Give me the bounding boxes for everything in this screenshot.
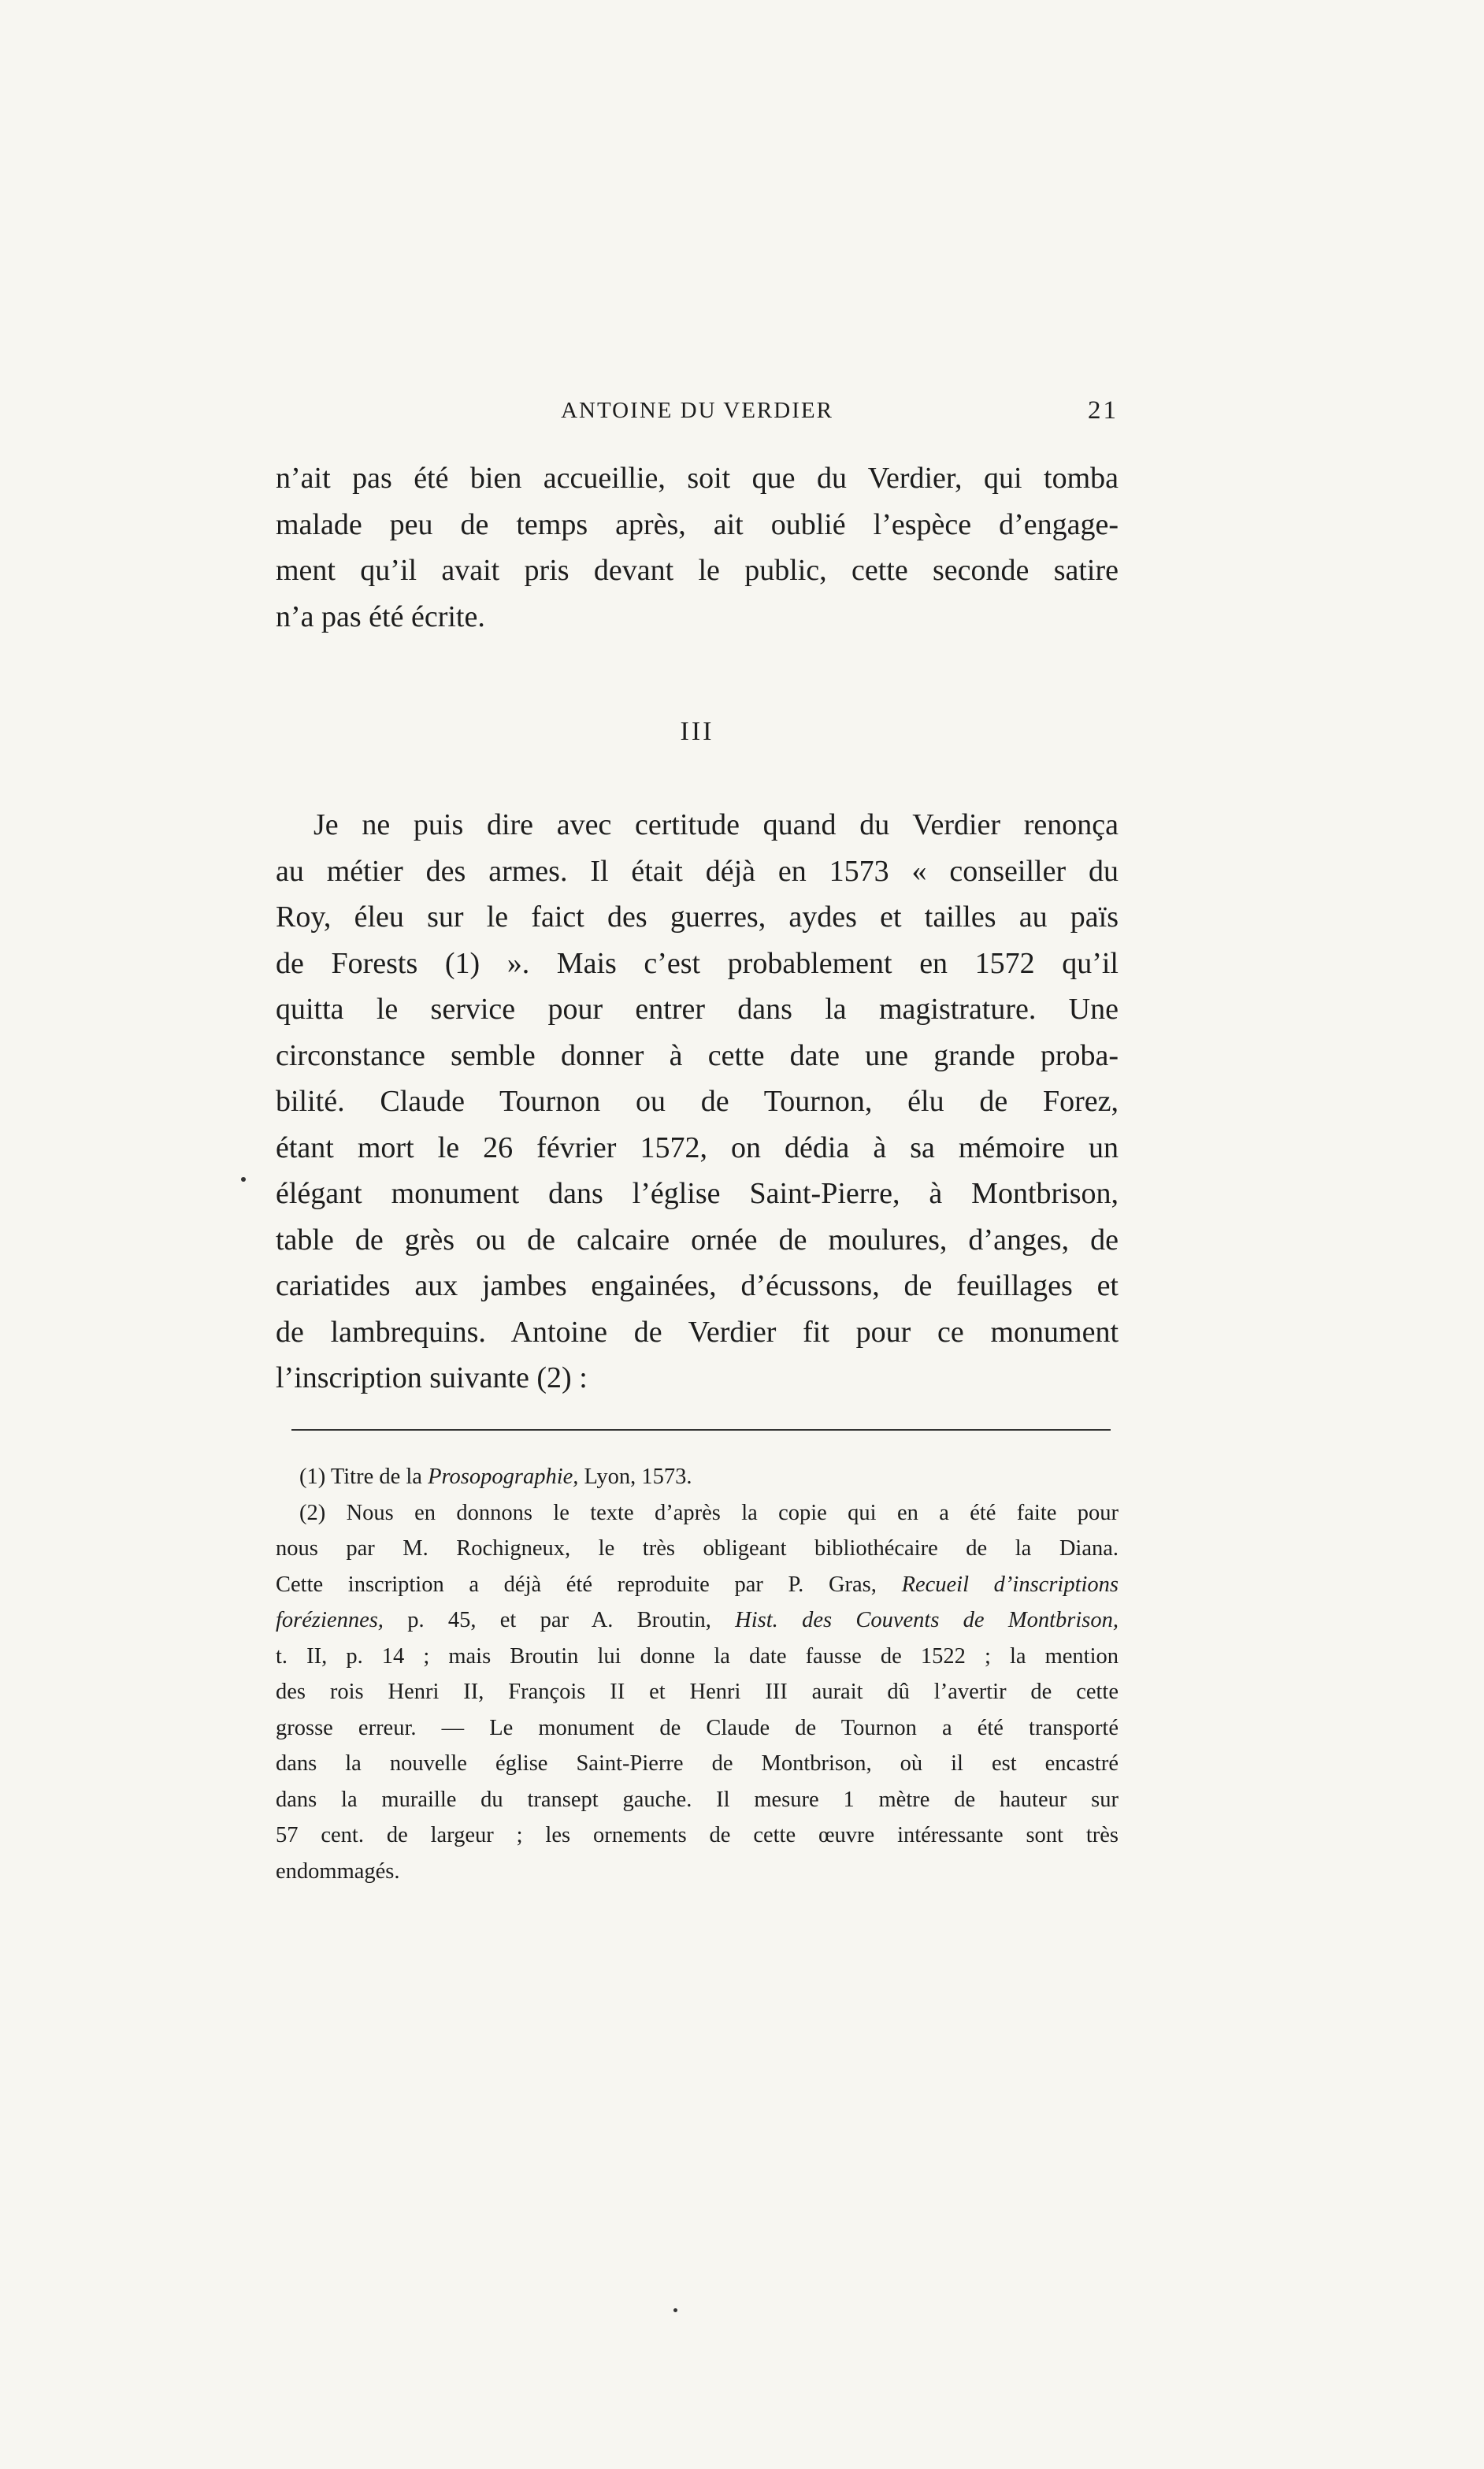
scan-speck-mark	[241, 1177, 246, 1182]
paragraph	[276, 455, 1119, 640]
footnote-line	[276, 1459, 1119, 1495]
footnote-line: dans la muraille du transept gauche. Il mesure 1 mètre de hauteur sur	[276, 1787, 1119, 1812]
text-line: étant mort le 26 février 1572, on dédia à sa mémoire un	[276, 1131, 1119, 1164]
footnote-text: Lyon, 1573.	[578, 1465, 692, 1489]
footnote-line: grosse erreur. — Le monument de Claude de Tournon a été transporté	[276, 1715, 1119, 1740]
footnote-line: endommagés.	[276, 1858, 400, 1884]
section-heading: III	[680, 717, 714, 746]
text-line: élégant monument dans l’église Saint-Pierre, à Montbrison,	[276, 1177, 1119, 1210]
page-number: 21	[1088, 396, 1119, 425]
text-line: malade peu de temps après, ait oublié l’espèce d’engage-	[276, 507, 1119, 541]
footnote-divider	[291, 1429, 1111, 1431]
text-line: quitta le service pour entrer dans la magistrature. Une	[276, 993, 1119, 1026]
text-line: ment qu’il avait pris devant le public, cette seconde satire	[276, 554, 1119, 587]
text-line: circonstance semble donner à cette date une grande proba-	[276, 1038, 1119, 1072]
text-line: l’inscription suivante (2) :	[276, 1361, 588, 1394]
footnote-line: t. II, p. 14 ; mais Broutin lui donne la date fausse de 1522 ; la mention	[276, 1643, 1119, 1669]
running-title: ANTOINE DU VERDIER	[561, 398, 833, 423]
text-line: de lambrequins. Antoine de Verdier fit pour ce monument	[276, 1315, 1119, 1349]
text-line: au métier des armes. Il était déjà en 1573 « conseiller du	[276, 854, 1119, 888]
text-line: bilité. Claude Tournon ou de Tournon, élu de Forez,	[276, 1085, 1119, 1118]
footnotes	[276, 1459, 1119, 1889]
footnote-text: Cette inscription a déjà été reproduite par P. Gras,	[276, 1572, 902, 1597]
text-line: cariatides aux jambes engainées, d’écussons, de feuillages et	[276, 1269, 1119, 1302]
footnote-1	[276, 1459, 1119, 1495]
footnote-line	[276, 1567, 1119, 1603]
text-line: n’a pas été écrite.	[276, 600, 485, 633]
paragraph-continuation	[276, 455, 1119, 640]
text-line: n’ait pas été bien accueillie, soit que du Verdier, qui tomba	[276, 462, 1119, 495]
footnote-line: nous par M. Rochigneux, le très obligeant bibliothécaire de la Diana.	[276, 1536, 1119, 1561]
text-line: Roy, éleu sur le faict des guerres, aydes et tailles au païs	[276, 900, 1119, 934]
scan-speck-mark	[673, 2308, 677, 2312]
footnote-line: dans la nouvelle église Saint-Pierre de Montbrison, où il est encastré	[276, 1751, 1119, 1776]
footnote-title-italic: Prosopographie,	[428, 1465, 579, 1489]
footnote-line: (2) Nous en donnons le texte d’après la copie qui en a été faite pour	[299, 1500, 1119, 1525]
footnote-title-italic: Hist. des Couvents de Montbrison,	[735, 1608, 1119, 1632]
paragraph	[276, 802, 1119, 1402]
text-line: Je ne puis dire avec certitude quand du Verdier renonça	[313, 808, 1119, 841]
footnote-line	[276, 1602, 1119, 1639]
footnote-line: 57 cent. de largeur ; les ornements de cette œuvre intéressante sont très	[276, 1823, 1119, 1847]
footnote-text: p. 45, et par A. Broutin,	[383, 1608, 736, 1632]
footnote-title-italic: foréziennes,	[276, 1608, 384, 1632]
footnote-text: (1) Titre de la	[299, 1465, 429, 1489]
text-line: de Forests (1) ». Mais c’est probablement en 1572 qu’il	[276, 946, 1119, 980]
footnote-line: des rois Henri II, François II et Henri III aurait dû l’avertir de cette	[276, 1680, 1119, 1704]
footnote-2	[276, 1495, 1119, 1890]
text-line: table de grès ou de calcaire ornée de moulures, d’anges, de	[276, 1223, 1119, 1257]
running-head	[276, 398, 1119, 429]
paragraph-main	[276, 802, 1119, 1402]
footnote-title-italic: Recueil d’inscriptions	[901, 1572, 1119, 1597]
